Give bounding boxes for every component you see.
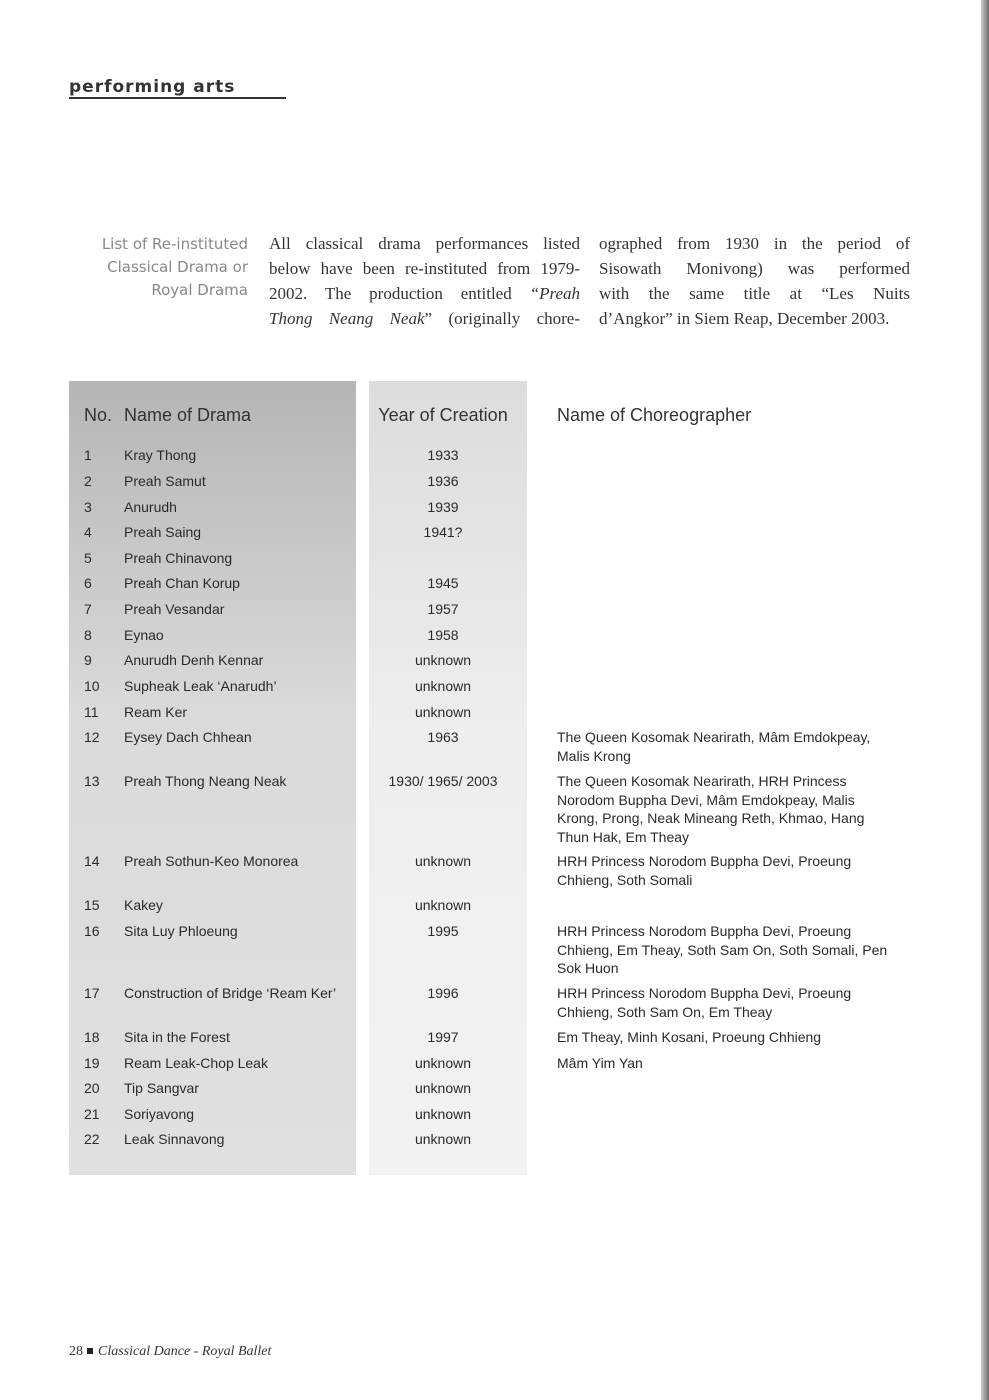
year-of-creation: 1996 [427,985,459,1001]
intro-text: 2002. The production entitled [269,284,530,303]
square-bullet-icon [87,1348,93,1354]
drama-name: Supheak Leak ‘Anarudh’ [124,678,277,694]
year-of-creation: unknown [414,1055,472,1071]
row-number: 5 [84,550,92,566]
drama-name: Kakey [124,897,163,913]
year-of-creation: unknown [414,1131,472,1147]
row-number: 20 [84,1080,100,1096]
choreographer-names: HRH Princess Norodom Buppha Devi, Proeung Chhieng, Em Theay, Soth Sam On, Soth Somali, Pen Sok Huon [557,923,888,976]
intro-line [269,281,580,306]
row-number: 14 [84,853,100,869]
drama-name: Sita Luy Phloeung [124,923,238,939]
drama-name: Soriyavong [124,1106,195,1122]
page-edge-shadow [981,0,989,1400]
drama-name: Ream Leak-Chop Leak [124,1055,268,1071]
drama-name: Preah Chinavong [124,550,233,566]
year-of-creation: unknown [414,1106,472,1122]
row-number: 16 [84,923,100,939]
choreographer-names: Em Theay, Minh Kosani, Proeung Chhieng [557,1029,822,1045]
publication-title: Classical Dance - Royal Ballet [98,1344,272,1359]
row-number: 8 [84,627,92,643]
drama-name: Anurudh [124,499,177,515]
row-number: 11 [84,704,99,720]
drama-name: Anurudh Denh Kennar [124,652,264,668]
row-number: 2 [84,473,92,489]
intro-paragraph-col2 [599,231,910,331]
row-number: 13 [84,773,100,789]
header-year-of-creation: Year of Creation [378,405,508,425]
header-name-of-choreographer: Name of Choreographer [557,405,752,425]
sidebar-caption-line: Royal Drama [151,281,248,299]
year-of-creation: 1957 [427,601,459,617]
year-of-creation: 1958 [427,627,459,643]
year-of-creation: 1933 [427,447,459,463]
choreographer-names: The Queen Kosomak Nearirath, Mâm Emdokpeay, Malis Krong [557,729,871,764]
choreographer-names: Mâm Yim Yan [557,1055,643,1071]
drama-name: Eynao [124,627,164,643]
row-number: 6 [84,575,92,591]
section-heading: performing arts [69,78,286,99]
drama-name: Preah Saing [124,524,202,540]
year-of-creation: 1995 [427,923,459,939]
intro-line [269,306,580,331]
sidebar-caption-line: List of Re-instituted [101,235,248,253]
row-number: 3 [84,499,92,515]
drama-name: Preah Samut [124,473,206,489]
year-of-creation: unknown [414,704,472,720]
row-number: 19 [84,1055,100,1071]
intro-line: ographed from 1930 in the period of [599,234,910,253]
row-number: 1 [84,447,92,463]
year-of-creation: unknown [414,652,472,668]
year-of-creation: 1939 [427,499,459,515]
drama-name: Eysey Dach Chhean [124,729,252,745]
intro-paragraph-col1 [269,231,580,331]
drama-name: Kray Thong [124,447,197,463]
intro-italic-title: Thong Neang Neak [269,309,425,328]
intro-italic-title: “Preah [529,284,580,303]
intro-line: with the same title at “Les Nuits [599,284,910,303]
drama-name: Preah Thong Neang Neak [124,773,287,789]
intro-line: below have been re-instituted from 1979- [269,259,580,278]
row-number: 18 [84,1029,100,1045]
drama-name: Tip Sangvar [124,1080,199,1096]
sidebar-caption [60,233,248,302]
year-of-creation: 1941? [423,524,463,540]
page-number: 28 [69,1344,83,1359]
year-of-creation: unknown [414,1080,472,1096]
page-footer [69,1344,271,1360]
row-number: 4 [84,524,92,540]
row-number: 22 [84,1131,100,1147]
row-number: 17 [84,985,100,1001]
row-number: 9 [84,652,92,668]
header-name-of-drama: Name of Drama [124,405,252,425]
drama-name: Preah Vesandar [124,601,225,617]
sidebar-caption-line: Classical Drama or [107,258,248,276]
intro-line: All classical drama performances listed [269,234,580,253]
row-number: 15 [84,897,100,913]
year-of-creation: 1945 [427,575,459,591]
intro-text: ” (originally chore- [424,309,580,328]
drama-name: Ream Ker [124,704,188,720]
intro-line: d’Angkor” in Siem Reap, December 2003. [599,309,890,328]
drama-name: Construction of Bridge ‘Ream Ker’ [124,985,337,1001]
year-of-creation: unknown [414,897,472,913]
header-no: No. [84,405,113,425]
intro-line: Sisowath Monivong) was performed [599,259,910,278]
drama-name: Preah Chan Korup [124,575,240,591]
choreographer-names: HRH Princess Norodom Buppha Devi, Proeung Chhieng, Soth Sam On, Em Theay [557,985,852,1020]
year-of-creation: 1936 [427,473,459,489]
choreographer-names: HRH Princess Norodom Buppha Devi, Proeung Chhieng, Soth Somali [557,853,852,888]
year-of-creation: 1930/ 1965/ 2003 [388,773,498,789]
year-of-creation: unknown [414,853,472,869]
row-number: 12 [84,729,100,745]
choreographer-names: The Queen Kosomak Nearirath, HRH Princess Norodom Buppha Devi, Mâm Emdokpeay, Malis Krong, Prong, Neak Mineang Reth, Khmao, Hang Thun Hak, Em Theay [557,773,865,845]
row-number: 21 [84,1106,100,1122]
drama-name: Sita in the Forest [124,1029,230,1045]
row-number: 10 [84,678,100,694]
drama-name: Preah Sothun-Keo Monorea [124,853,299,869]
row-number: 7 [84,601,92,617]
drama-name: Leak Sinnavong [124,1131,225,1147]
year-of-creation: unknown [414,678,472,694]
year-of-creation: 1963 [427,729,459,745]
year-of-creation: 1997 [427,1029,459,1045]
